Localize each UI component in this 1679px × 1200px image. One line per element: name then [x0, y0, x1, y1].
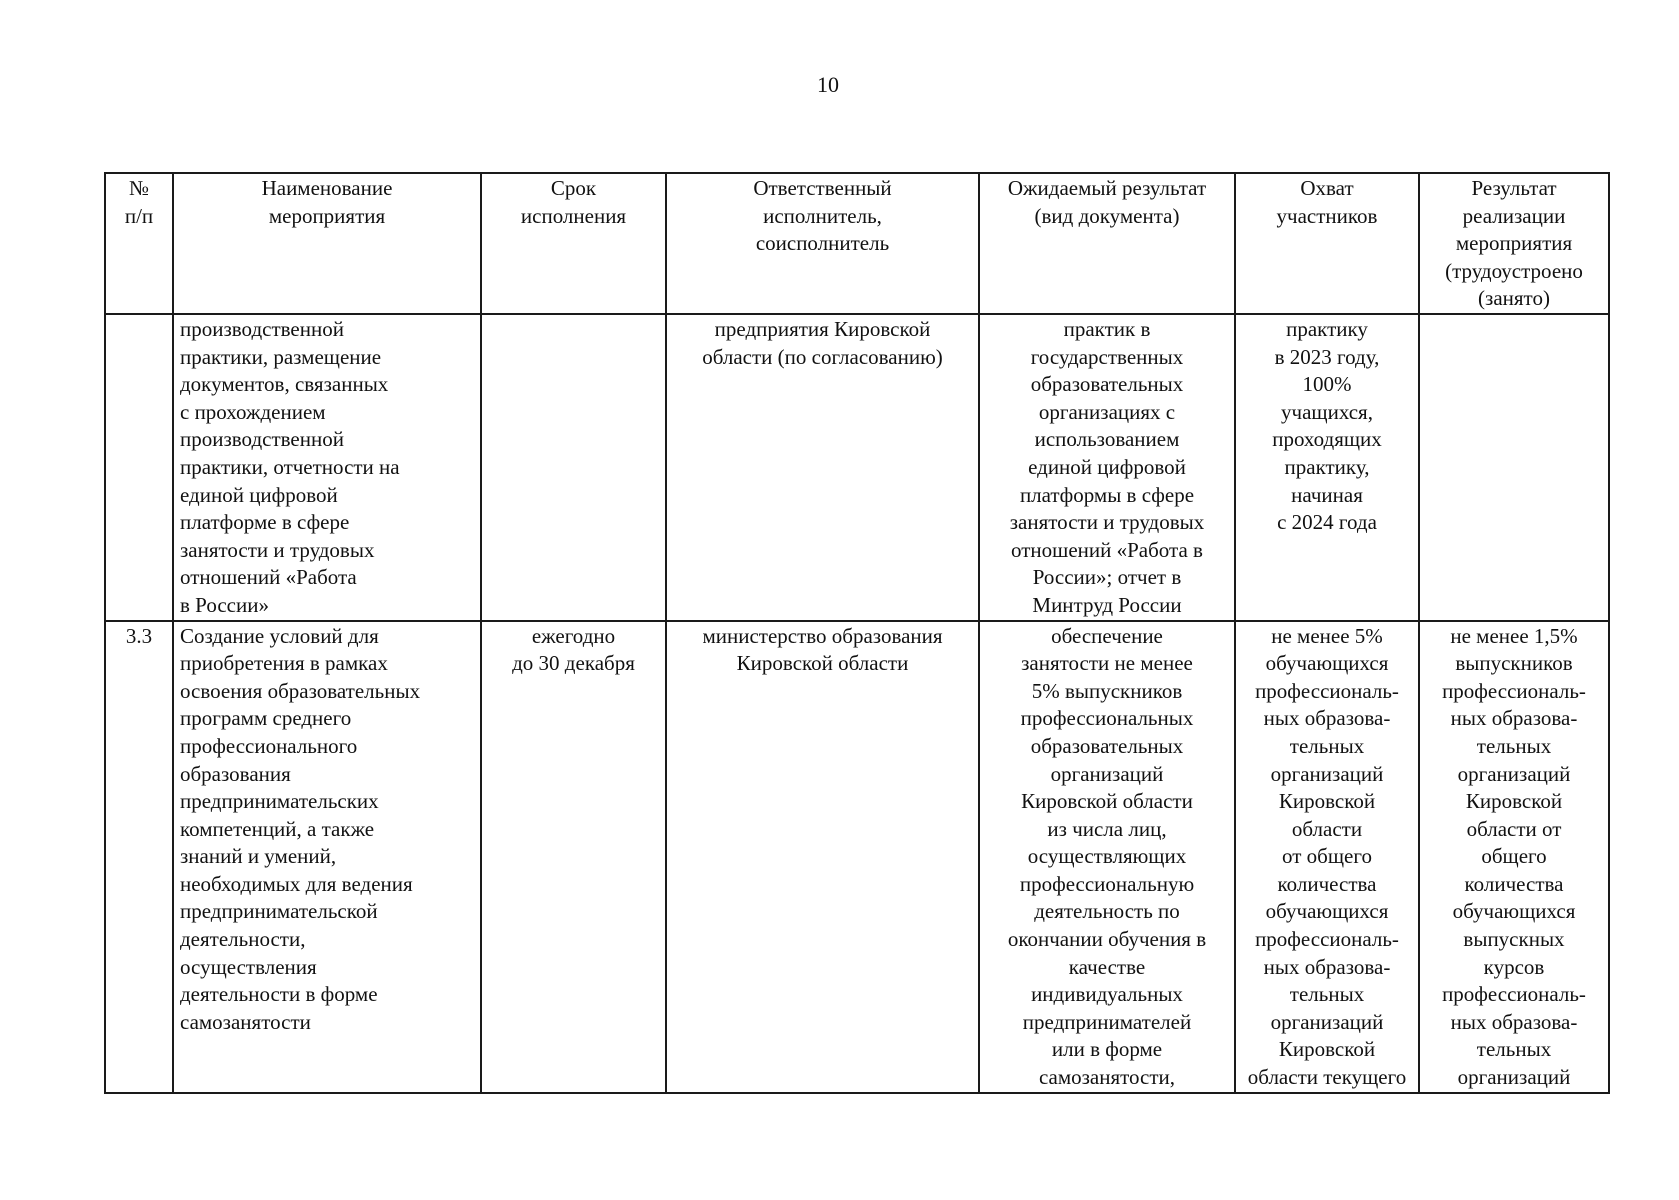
cell-coverage: практику в 2023 году, 100% учащихся, проходящих практику, начиная с 2024 года: [1235, 314, 1419, 621]
cell-expected-result: практик в государственных образовательных организациях с использованием единой цифровой платформы в сфере занятости и трудовых отношений «Работа в России»; отчет в Минтруд России: [979, 314, 1235, 621]
cell-deadline: [481, 314, 666, 621]
activities-table: [104, 172, 1610, 1094]
page-number: 10: [817, 72, 839, 97]
cell-number: [105, 314, 173, 621]
cell-number: 3.3: [105, 621, 173, 1093]
cell-activity-name: Создание условий для приобретения в рамках освоения образовательных программ среднего профессионального образования предпринимательских компетенций, а также знаний и умений, необходимых для ведения предпринимательской деятельности, осуществления деятельности в форме самозанятости: [173, 621, 481, 1093]
table-row: [105, 621, 1609, 1093]
cell-responsible: министерство образования Кировской области: [666, 621, 979, 1093]
cell-responsible: предприятия Кировской области (по согласованию): [666, 314, 979, 621]
header-result: Результат реализации мероприятия (трудоустроено (занято): [1419, 173, 1609, 314]
table-row: [105, 314, 1609, 621]
table-header-row: [105, 173, 1609, 314]
header-deadline: Срок исполнения: [481, 173, 666, 314]
header-expected-result: Ожидаемый результат (вид документа): [979, 173, 1235, 314]
cell-deadline: ежегодно до 30 декабря: [481, 621, 666, 1093]
cell-activity-name: производственной практики, размещение документов, связанных с прохождением производственной практики, отчетности на единой цифровой платформе в сфере занятости и трудовых отношений «Работа в России»: [173, 314, 481, 621]
header-responsible: Ответственный исполнитель, соисполнитель: [666, 173, 979, 314]
header-activity-name: Наименование мероприятия: [173, 173, 481, 314]
cell-result: [1419, 314, 1609, 621]
cell-result: не менее 1,5% выпускников профессиональ- ных образова- тельных организаций Кировской области от общего количества обучающихся выпускных курсов профессиональ- ных образова- тельных организаций: [1419, 621, 1609, 1093]
header-number: № п/п: [105, 173, 173, 314]
header-coverage: Охват участников: [1235, 173, 1419, 314]
cell-expected-result: обеспечение занятости не менее 5% выпускников профессиональных образовательных организаций Кировской области из числа лиц, осуществляющих профессиональную деятельность по окончании обучения в качестве индивидуальных предпринимателей или в форме самозанятости,: [979, 621, 1235, 1093]
cell-coverage: не менее 5% обучающихся профессиональ- ных образова- тельных организаций Кировской области от общего количества обучающихся профессиональ- ных образова- тельных организаций Кировской области текущего: [1235, 621, 1419, 1093]
